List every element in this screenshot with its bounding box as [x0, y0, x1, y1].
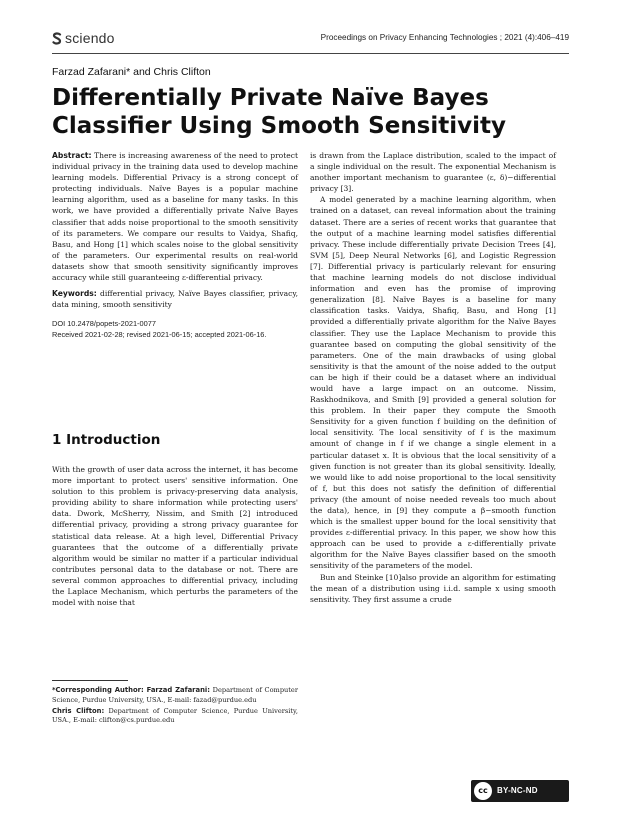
publisher-logo: [52, 30, 115, 46]
paper-authors: Farzad Zafarani* and Chris Clifton: [52, 66, 211, 78]
logo-text: sciendo: [65, 30, 115, 46]
footnote-clifton-label: Chris Clifton:: [52, 706, 105, 715]
header-rule: [52, 53, 569, 54]
right-paragraph: is drawn from the Laplace distribution, scaled to the impact of a single individual on the result. The exponential Mechanism is another important mechanism to guarantee (ε, δ)−differential privacy [3].: [310, 151, 556, 194]
received-dates: Received 2021-02-28; revised 2021-06-15; accepted 2021-06-16.: [52, 330, 267, 340]
intro-paragraph: With the growth of user data across the internet, it has become more important to protect users' sensitive information. One solution to this problem is privacy-preserving data analysis, providing ability to share information while protecting users' data. Dwork, McSherry, Nissim, and Smith [2] introduced differential privacy, providing a strong privacy guarantee for statistical data release. At a high level, Differential Privacy guarantees that the outcome of a differentially private algorithm would be similar no matter if a particular individual contributes personal data to the database or not. There are several common approaches to differential privacy, including the Laplace Mechanism, which perturbs the parameters of the model with noise that: [52, 465, 298, 608]
footnote-corresponding: [52, 686, 298, 706]
footnotes: [52, 686, 298, 727]
footnote-rule: [52, 680, 128, 681]
abstract: [52, 150, 298, 283]
footnote-clifton: [52, 707, 298, 727]
right-paragraph: Bun and Steinke [10]also provide an algorithm for estimating the mean of a distribution using i.i.d. sample x using smooth sensitivity. They first assume a crude: [310, 572, 556, 604]
license-badge[interactable]: [471, 780, 569, 802]
doi: DOI 10.2478/popets-2021-0077: [52, 319, 156, 329]
footnote-corr-text: Department of Computer Science, Purdue University, USA., E-mail: fazad@purdue.edu: [52, 686, 298, 704]
article-meta: [52, 318, 298, 340]
sciendo-logo-icon: [52, 32, 62, 45]
right-paragraph: A model generated by a machine learning algorithm, when trained on a dataset, can reveal information about the training dataset. There are a series of recent works that guarantee that the output of a machine learning model satisfies differential privacy. These include differentially private Decision Trees [4], SVM [5], Deep Neural Networks [6], and Logistic Regression [7]. Differential privacy is particularly relevant for ensuring that machine learning models do not disclose individual information and even has the promise of improving generalization [8]. Naïve Bayes is a baseline for many classification tasks. Vaidya, Shafiq, Basu, and Hong [1] provided a differentially private algorithm for the Naïve Bayes classifier. They use the Laplace Mechanism to provide this guarantee based on computing the global sensitivity of the parameters. One of the main drawbacks of using global sensitivity is that the amount of the noise added to the output can be high if their could be a dataset where an individual would have a large impact on an outcome. Nissim, Raskhodnikova, and Smith [9] provided a general solution for this problem. In their paper they compute the Smooth Sensitivity for a given function f building on the definition of local sensitivity. The local sensitivity of f is the maximum amount of change in f if we change a single element in a particular dataset x. It is obvious that the local sensitivity of a given function is not greater than its global sensitivity. Ideally, we would like to add noise proportional to the local sensitivity of f, but this does not satisfy the definition of differential privacy (the amount of noise needed reveals too much about the data), hence, in [9] they compute a β−smooth function which is the smallest upper bound for the local sensitivity that provides ε-differential privacy. In this paper, we show how this approach can be used to provide a ε-differentially private algorithm for the Naïve Bayes classifier based on the smooth sensitivity of the parameters of the model.: [310, 195, 556, 571]
abstract-label: Abstract:: [52, 151, 92, 160]
paper-title: Differentially Private Naïve Bayes Classifier Using Smooth Sensitivity: [52, 85, 507, 139]
left-column: [52, 150, 298, 340]
keywords: [52, 288, 298, 310]
abstract-text: There is increasing awareness of the need to protect individual privacy in the training data used to develop machine learning models. Differential Privacy is a strong concept of protecting individuals. Naïve Bayes is a popular machine learning algorithm, used as a baseline for many tasks. In this work, we have provided a differentially private Naïve Bayes classifier that adds noise proportional to the smooth sensitivity of its parameters. We compare our results to Vaidya, Shafiq, Basu, and Hong [1] which scales noise to the global sensitivity of the parameters. Our experimental results on real-world datasets show that smooth sensitivity significantly improves accuracy while still guaranteeing ε-differential privacy.: [52, 151, 298, 283]
keywords-text: differential privacy, Naïve Bayes classifier, privacy, data mining, smooth sensitivity: [52, 289, 298, 310]
page-header: [52, 30, 569, 52]
introduction-body: [52, 464, 298, 608]
footnote-clifton-text: Department of Computer Science, Purdue University, USA., E-mail: clifton@cs.purdue.edu: [52, 706, 298, 725]
section-heading-introduction: 1 Introduction: [52, 432, 161, 448]
license-text: BY-NC-ND: [497, 786, 538, 795]
footnote-corr-label: *Corresponding Author: Farzad Zafarani:: [52, 686, 210, 694]
right-column: [310, 150, 556, 755]
keywords-label: Keywords:: [52, 289, 97, 299]
proceedings-line: Proceedings on Privacy Enhancing Technologies ; 2021 (4):406–419: [320, 33, 569, 42]
creative-commons-icon: cc: [474, 782, 492, 800]
